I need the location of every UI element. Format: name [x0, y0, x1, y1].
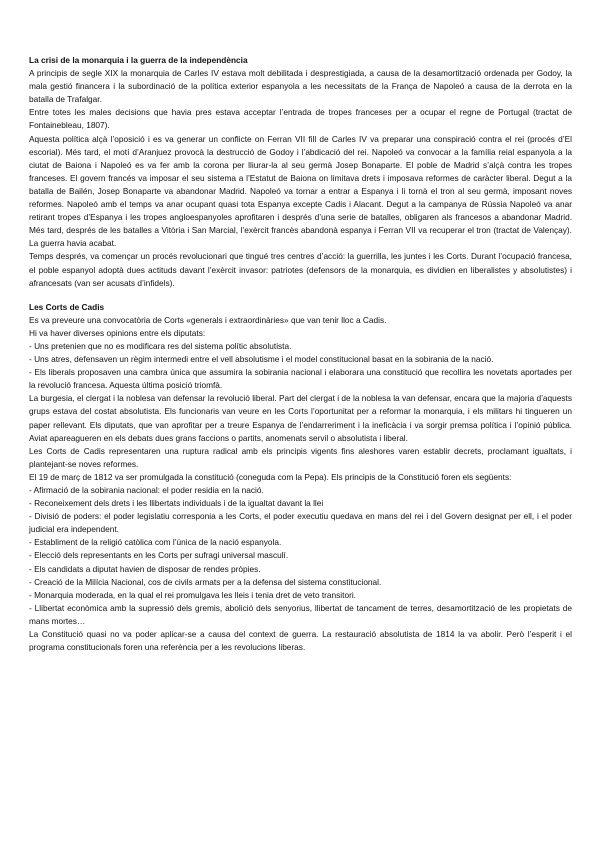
list-item: - Llibertat econòmica amb la supressió dels gremis, abolició dels senyorius, llibertat de tancament de terres, desamortització de les propietats de mans mortes…	[29, 602, 572, 626]
list-item: - Els liberals proposaven una cambra única que assumira la sobirania nacional i elaborara una constitució que recollira les novetats aportades per la revolució francesa. Aquesta última posició triomfà.	[29, 367, 572, 391]
section-gap	[29, 290, 572, 301]
list-item: - Afirmació de la sobirania nacional: el poder residia en la nació.	[29, 485, 264, 495]
paragraph: El 19 de març de 1812 va ser promulgada la constitució (coneguda com la Pepa). Els principis de la Constitució foren els següents:	[29, 471, 512, 482]
list-item: - Els candidats a diputat havien de disposar de rendes pròpies.	[29, 563, 261, 574]
paragraph: Aquesta política alçà l’oposició i es va generar un conflicte on Ferran VII fill de Carles IV va preparar una conspiració contra el rei (procés d’El escorial). Més tard, el motí d’Aranjuez provocà la destrucció de Godoy i l’abdicació del rei. Napoleó va convocar a la família reial espanyola a la ciutat de Baiona i Napoleó es va fer amb la corona per lliurar-la al seu germà Josep Bonaparte. El poble de Madrid s’alçà contra les tropes franceses. El govern francés va imposar el seu sistema a l’Estatut de Baiona on limitava drets i imposava reformes de caràcter liberal. Degut a la batalla de Bailén, Josep Bonaparte va abandonar Madrid. Napoleó va tornar a entrar a Espanya i li tornà el tron al seu germà, imposant noves reformes. Napoleó amb el temps va anar ocupant quasi tota Espanya excepte Cadis i Alacant. Degut a la campanya de Rússia Napoleó va anar retirant tropes d’Espanya i les tropes angloespanyoles aprofitaren i després d’una serie de batalles, obligaren als francesos a abandonar Madrid. Més tard, després de les batalles a Vitòria i San Marcial, l’exèrcit francès abandonà espanya i Ferran VII va recuperar el tron (tractat de Valençay). La guerra havia acabat.	[29, 133, 572, 249]
paragraph: La Constitució quasi no va poder aplicar-se a causa del context de guerra. La restauració absolutista de 1814 la va abolir. Però l’esperit i el programa constitucionals foren una referència per a les revolucions liberas.	[29, 629, 572, 653]
list-item: - Divisió de poders: el poder legislatiu corresponia a les Corts, el poder executiu quedava en mans del rei i del Govern designat per ell, i el poder judicial era independent.	[29, 511, 572, 535]
paragraph: Entre totes les males decisions que havia pres estava acceptar l’entrada de tropes franceses per a ocupar el regne de Portugal (tractat de Fontainebleau, 1807).	[29, 107, 572, 131]
document-body	[29, 54, 572, 654]
paragraph: Hi va haver diverses opinions entre els diputats:	[29, 327, 206, 338]
list-item: - Monarquia moderada, en la qual el rei promulgava les lleis i tenia dret de veto transitori.	[29, 589, 356, 600]
list-item: - Creació de la Milícia Nacional, cos de civils armats per a la defensa del sistema constitucional.	[29, 576, 382, 587]
paragraph: Temps després, va començar un procés revolucionari que tingué tres centres d’acció: la guerrilla, les juntes i les Corts. Durant l’ocupació francesa, el poble espanyol adoptà dues actituds davant l’exèrcit invasor: patriotes (defensors de la monarquia, es dividien en liberalistes y absolutistes) i afrancesats (van ser acusats d’infidels).	[29, 251, 572, 288]
paragraph: Les Corts de Cadis representaren una ruptura radical amb els principis vigents fins aleshores varen establir decrets, proclamant igualtats, i plantejant-se noves reformes.	[29, 445, 572, 469]
list-item: - Establiment de la religió catòlica com l’única de la nació espanyola.	[29, 537, 282, 548]
section-title-corts: Les Corts de Cadis	[29, 301, 105, 312]
list-item: - Uns atres, defensaven un règim intermedi entre el vell absolutisme i el model constitucional basat en la sobirania de la nació.	[29, 354, 494, 365]
paragraph: Es va preveure una convocatòria de Corts «generals i extraordinàries» que van tenir lloc a Cadis.	[29, 314, 387, 325]
list-item: - Elecció dels representants en les Corts per sufragi universal masculí.	[29, 550, 289, 561]
section-title-crisi: La crisi de la monarquia i la guerra de la independència	[29, 55, 248, 65]
paragraph: La burgesia, el clergat i la noblesa van defensar la revolució liberal. Part del clergat i de la noblesa la van defensar, encara que la majoria d’aquests grups estava del costat absolutista. Els funcionaris van veure en les Corts l’oportunitat per a reformar la monarquia, i els militars hi tingueren un paper rellevant. Els diputats, que van aprofitar per a treure Espanya de l’endarreriment i la ineficàcia i va sorgir premsa política i l’opinió pública. Aviat apareagueren en els debats dues grans faccions o partits, anomenats servil o absolutista i liberal.	[29, 393, 572, 443]
list-item: - Uns pretenien que no es modificara res del sistema polític absolutista.	[29, 340, 292, 351]
list-item: - Reconeixement dels drets i les llibertats individuals i de la igualtat davant la llei	[29, 498, 324, 509]
paragraph: A principis de segle XIX la monarquia de Carles IV estava molt debilitada i desprestigiada, a causa de la desamortització ordenada per Godoy, la mala gestió financera i la subordinació de la política exterior espanyola a les necessitats de la França de Napoleó a causa de la derrota en la batalla de Trafalgar.	[29, 68, 572, 105]
